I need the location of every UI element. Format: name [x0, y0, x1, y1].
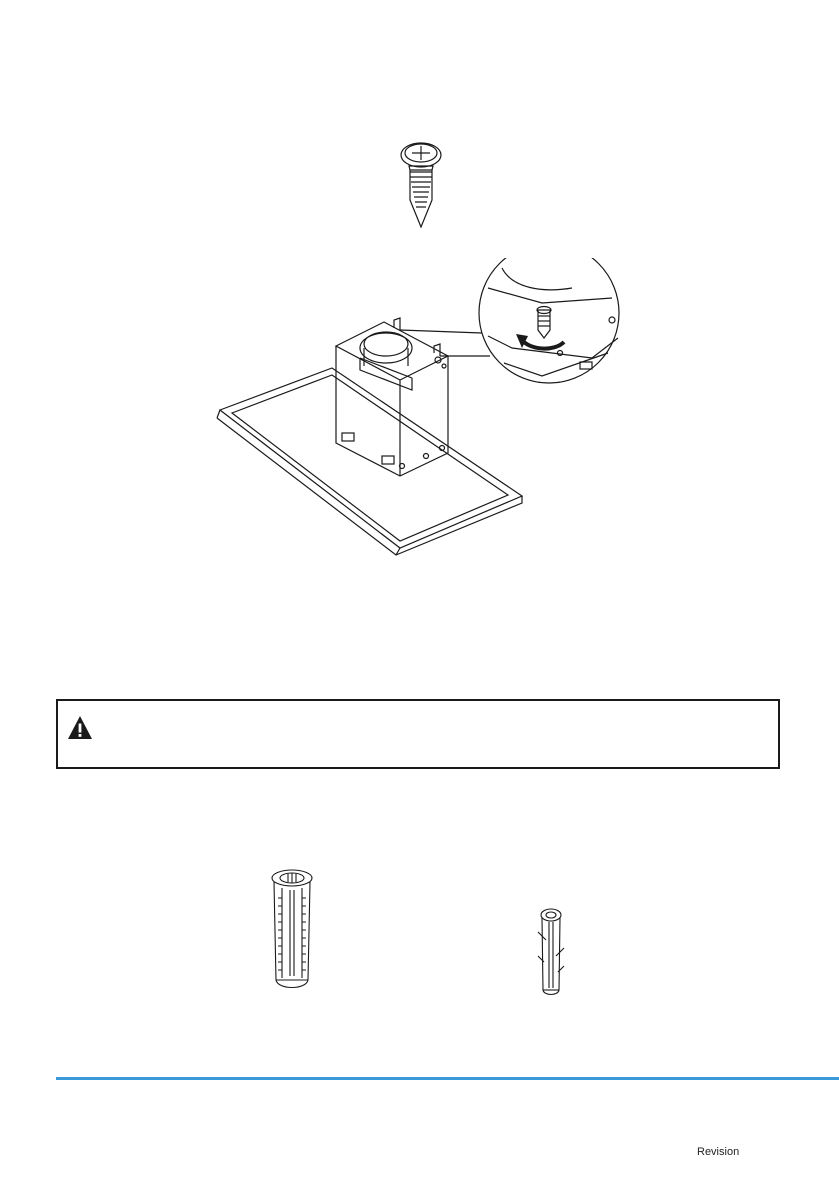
large-wall-plug-illustration: [268, 868, 316, 996]
small-wall-plug-illustration: [534, 906, 568, 998]
warning-triangle-icon: [67, 715, 93, 741]
footer-divider: [56, 1077, 839, 1080]
warning-box: [56, 699, 780, 769]
footer-revision-label: Revision: [697, 1146, 740, 1158]
rotate-arrow-icon: [516, 334, 564, 349]
screw-illustration: [398, 140, 444, 228]
screw-icon: [398, 140, 444, 228]
hood-installation-illustration: [212, 258, 632, 563]
